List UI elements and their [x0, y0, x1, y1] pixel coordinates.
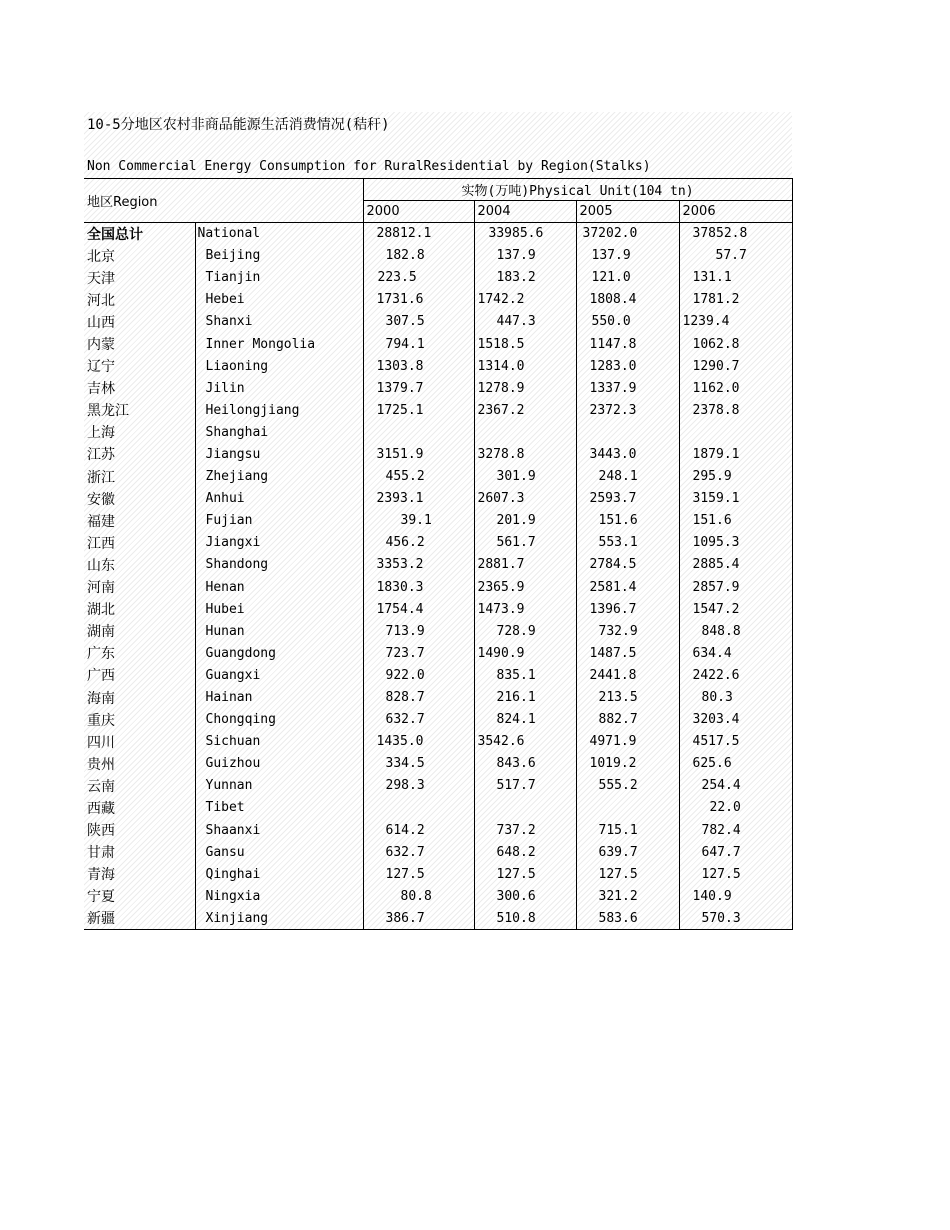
- region-name-english: Shandong: [195, 554, 363, 576]
- value-cell-2000: 828.7: [363, 686, 474, 708]
- region-name-english: Hebei: [195, 289, 363, 311]
- value-cell-2000: 39.1: [363, 510, 474, 532]
- value-cell-2000: 456.2: [363, 532, 474, 554]
- region-name-chinese: 西藏: [87, 800, 115, 817]
- value-cell-2006: 2857.9: [679, 576, 792, 598]
- value-cell-2004: 216.1: [474, 686, 576, 708]
- region-name-english: Ningxia: [195, 885, 363, 907]
- value-cell-2000: 223.5: [363, 267, 474, 289]
- value-cell-2005: 2784.5: [576, 554, 679, 576]
- value-cell-2000: [363, 421, 474, 443]
- value-cell-2004: 2607.3: [474, 488, 576, 510]
- value-cell-2005: 3443.0: [576, 443, 679, 465]
- value-cell-2005: [576, 421, 679, 443]
- value-cell-2000: 1731.6: [363, 289, 474, 311]
- value-cell-2005: 1396.7: [576, 598, 679, 620]
- region-name-english: Hubei: [195, 598, 363, 620]
- value-cell-2000: 3353.2: [363, 554, 474, 576]
- value-cell-2006: 1290.7: [679, 355, 792, 377]
- region-name-chinese: 江西: [87, 535, 115, 552]
- value-cell-2000: 1830.3: [363, 576, 474, 598]
- value-cell-2000: 1379.7: [363, 377, 474, 399]
- table-row: [84, 554, 792, 576]
- table-title-english: Non Commercial Energy Consumption for RuralResidential by Region(Stalks): [87, 159, 651, 174]
- value-cell-2004: 728.9: [474, 620, 576, 642]
- region-name-english: Henan: [195, 576, 363, 598]
- value-cell-2000: 1725.1: [363, 399, 474, 421]
- value-cell-2006: 3203.4: [679, 709, 792, 731]
- value-cell-2000: 80.8: [363, 885, 474, 907]
- table-row: [84, 620, 792, 642]
- value-cell-2000: 127.5: [363, 863, 474, 885]
- region-name-chinese: 重庆: [87, 712, 115, 729]
- value-cell-2005: 321.2: [576, 885, 679, 907]
- value-cell-2000: 386.7: [363, 907, 474, 929]
- value-cell-2000: 307.5: [363, 311, 474, 333]
- table-row: [84, 510, 792, 532]
- table-row: [84, 819, 792, 841]
- region-name-chinese: 青海: [87, 867, 115, 884]
- value-cell-2004: 2365.9: [474, 576, 576, 598]
- region-name-english: Shaanxi: [195, 819, 363, 841]
- region-name-chinese: 新疆: [84, 907, 195, 929]
- region-name-english: Guangdong: [195, 642, 363, 664]
- value-cell-2006: 4517.5: [679, 731, 792, 753]
- value-cell-2005: 639.7: [576, 841, 679, 863]
- value-cell-2006: 127.5: [679, 863, 792, 885]
- value-cell-2005: 1487.5: [576, 642, 679, 664]
- year-header-2005: 2005: [576, 201, 679, 223]
- value-cell-2005: 715.1: [576, 819, 679, 841]
- value-cell-2004: 561.7: [474, 532, 576, 554]
- table-row: [84, 775, 792, 797]
- value-cell-2005: 1283.0: [576, 355, 679, 377]
- table-row: [84, 797, 792, 819]
- region-name-english: Qinghai: [195, 863, 363, 885]
- value-cell-2000: [363, 797, 474, 819]
- region-name-chinese: 江苏: [87, 447, 115, 464]
- region-name-chinese: 陕西: [87, 823, 115, 840]
- year-header-2006: 2006: [679, 201, 792, 223]
- region-name-english: Gansu: [195, 841, 363, 863]
- table-row: [84, 642, 792, 664]
- table-row: [84, 576, 792, 598]
- table-row: [84, 709, 792, 731]
- value-cell-2004: 1473.9: [474, 598, 576, 620]
- energy-consumption-table: [84, 178, 793, 930]
- region-name-chinese: 上海: [87, 425, 115, 442]
- value-cell-2004: 1490.9: [474, 642, 576, 664]
- value-cell-2006: 254.4: [679, 775, 792, 797]
- value-cell-2005: 127.5: [576, 863, 679, 885]
- value-cell-2006: 782.4: [679, 819, 792, 841]
- value-cell-2004: 843.6: [474, 753, 576, 775]
- table-row: [84, 267, 792, 289]
- value-cell-2004: 2367.2: [474, 399, 576, 421]
- region-name-english: Shanxi: [195, 311, 363, 333]
- value-cell-2004: [474, 797, 576, 819]
- value-cell-2004: 1742.2: [474, 289, 576, 311]
- value-cell-2005: 1147.8: [576, 333, 679, 355]
- value-cell-2000: 1303.8: [363, 355, 474, 377]
- value-cell-2004: 1314.0: [474, 355, 576, 377]
- region-name-english: National: [195, 223, 363, 245]
- value-cell-2005: 121.0: [576, 267, 679, 289]
- region-name-english: Guizhou: [195, 753, 363, 775]
- table-row: [84, 223, 792, 245]
- region-name-chinese: 广西: [87, 668, 115, 685]
- value-cell-2006: 140.9: [679, 885, 792, 907]
- table-row: [84, 333, 792, 355]
- region-name-english: Zhejiang: [195, 466, 363, 488]
- year-header-2004: 2004: [474, 201, 576, 223]
- value-cell-2006: 570.3: [679, 907, 792, 929]
- table-row: [84, 664, 792, 686]
- region-name-english: Beijing: [195, 245, 363, 267]
- value-cell-2000: 455.2: [363, 466, 474, 488]
- region-name-english: Sichuan: [195, 731, 363, 753]
- region-name-chinese: 海南: [87, 690, 115, 707]
- value-cell-2006: 131.1: [679, 267, 792, 289]
- value-cell-2006: 1239.4: [679, 311, 792, 333]
- value-cell-2004: 1518.5: [474, 333, 576, 355]
- table-row: [84, 466, 792, 488]
- value-cell-2005: 583.6: [576, 907, 679, 929]
- value-cell-2000: 713.9: [363, 620, 474, 642]
- value-cell-2005: 2441.8: [576, 664, 679, 686]
- value-cell-2006: 3159.1: [679, 488, 792, 510]
- region-name-chinese: 黑龙江: [87, 403, 129, 420]
- region-name-chinese: 福建: [87, 513, 115, 530]
- value-cell-2000: 3151.9: [363, 443, 474, 465]
- region-name-chinese: 辽宁: [87, 359, 115, 376]
- value-cell-2005: 550.0: [576, 311, 679, 333]
- value-cell-2006: 1062.8: [679, 333, 792, 355]
- value-cell-2005: 555.2: [576, 775, 679, 797]
- region-name-chinese: 河南: [87, 580, 115, 597]
- value-cell-2004: 3278.8: [474, 443, 576, 465]
- value-cell-2006: 57.7: [679, 245, 792, 267]
- value-cell-2006: 37852.8: [679, 223, 792, 245]
- region-column-header: 地区Region: [84, 179, 363, 223]
- table-row: [84, 885, 792, 907]
- value-cell-2000: 1754.4: [363, 598, 474, 620]
- region-name-chinese: 贵州: [87, 756, 115, 773]
- region-name-english: Tibet: [195, 797, 363, 819]
- value-cell-2006: 22.0: [679, 797, 792, 819]
- value-cell-2006: 634.4: [679, 642, 792, 664]
- value-cell-2004: 183.2: [474, 267, 576, 289]
- value-cell-2004: 301.9: [474, 466, 576, 488]
- value-cell-2006: 1095.3: [679, 532, 792, 554]
- value-cell-2006: 647.7: [679, 841, 792, 863]
- value-cell-2006: 1879.1: [679, 443, 792, 465]
- value-cell-2000: 2393.1: [363, 488, 474, 510]
- region-name-chinese: 山西: [87, 314, 115, 331]
- region-name-english: Yunnan: [195, 775, 363, 797]
- value-cell-2004: 2881.7: [474, 554, 576, 576]
- region-name-english: Anhui: [195, 488, 363, 510]
- table-row: [84, 863, 792, 885]
- region-name-english: Hunan: [195, 620, 363, 642]
- value-cell-2006: 80.3: [679, 686, 792, 708]
- table-row: [84, 907, 792, 929]
- value-cell-2005: 248.1: [576, 466, 679, 488]
- value-cell-2004: 648.2: [474, 841, 576, 863]
- value-cell-2004: 447.3: [474, 311, 576, 333]
- table-title-chinese: 10-5分地区农村非商品能源生活消费情况(秸秆): [87, 117, 390, 133]
- value-cell-2005: 213.5: [576, 686, 679, 708]
- value-cell-2005: 882.7: [576, 709, 679, 731]
- region-name-chinese: 湖南: [87, 624, 115, 641]
- region-name-english: Jiangsu: [195, 443, 363, 465]
- value-cell-2000: 922.0: [363, 664, 474, 686]
- value-cell-2006: 295.9: [679, 466, 792, 488]
- value-cell-2004: 517.7: [474, 775, 576, 797]
- region-name-chinese: 北京: [87, 248, 115, 265]
- table-row: [84, 399, 792, 421]
- table-row: [84, 421, 792, 443]
- physical-unit-group-header: 实物(万吨)Physical Unit(104 tn): [363, 179, 792, 201]
- region-name-chinese: 安徽: [87, 491, 115, 508]
- value-cell-2004: 33985.6: [474, 223, 576, 245]
- value-cell-2005: 1808.4: [576, 289, 679, 311]
- year-header-2000: 2000: [363, 201, 474, 223]
- region-name-chinese: 天津: [87, 270, 115, 287]
- value-cell-2000: 794.1: [363, 333, 474, 355]
- region-name-chinese: 吉林: [87, 381, 115, 398]
- value-cell-2005: 37202.0: [576, 223, 679, 245]
- table-body: [84, 223, 792, 930]
- value-cell-2004: 737.2: [474, 819, 576, 841]
- value-cell-2000: 28812.1: [363, 223, 474, 245]
- value-cell-2000: 632.7: [363, 709, 474, 731]
- value-cell-2006: 151.6: [679, 510, 792, 532]
- region-name-chinese: 湖北: [87, 602, 115, 619]
- region-name-chinese: 甘肃: [87, 845, 115, 862]
- value-cell-2004: 835.1: [474, 664, 576, 686]
- region-name-chinese: 四川: [87, 734, 115, 751]
- region-name-english: Fujian: [195, 510, 363, 532]
- region-name-english: Tianjin: [195, 267, 363, 289]
- value-cell-2004: [474, 421, 576, 443]
- table-row: [84, 245, 792, 267]
- value-cell-2005: 553.1: [576, 532, 679, 554]
- value-cell-2000: 723.7: [363, 642, 474, 664]
- value-cell-2004: 201.9: [474, 510, 576, 532]
- value-cell-2006: 848.8: [679, 620, 792, 642]
- value-cell-2005: 2581.4: [576, 576, 679, 598]
- value-cell-2005: [576, 797, 679, 819]
- region-name-chinese: 内蒙: [87, 337, 115, 354]
- region-name-chinese: 全国总计: [87, 226, 143, 243]
- value-cell-2006: 2378.8: [679, 399, 792, 421]
- region-name-english: Hainan: [195, 686, 363, 708]
- value-cell-2000: 1435.0: [363, 731, 474, 753]
- value-cell-2006: 1162.0: [679, 377, 792, 399]
- value-cell-2006: 2422.6: [679, 664, 792, 686]
- region-name-chinese: 广东: [87, 646, 115, 663]
- region-name-english: Inner Mongolia: [195, 333, 363, 355]
- value-cell-2000: 614.2: [363, 819, 474, 841]
- table-row: [84, 488, 792, 510]
- region-name-english: Liaoning: [195, 355, 363, 377]
- value-cell-2006: 1547.2: [679, 598, 792, 620]
- value-cell-2000: 334.5: [363, 753, 474, 775]
- value-cell-2005: 4971.9: [576, 731, 679, 753]
- table-row: [84, 532, 792, 554]
- region-name-english: Xinjiang: [195, 907, 363, 929]
- region-name-chinese: 云南: [87, 778, 115, 795]
- table-row: [84, 377, 792, 399]
- value-cell-2000: 182.8: [363, 245, 474, 267]
- table-row: [84, 686, 792, 708]
- table-row: [84, 598, 792, 620]
- value-cell-2004: 137.9: [474, 245, 576, 267]
- table-row: [84, 753, 792, 775]
- region-name-english: Shanghai: [195, 421, 363, 443]
- region-name-chinese: 宁夏: [87, 889, 115, 906]
- region-name-english: Guangxi: [195, 664, 363, 686]
- value-cell-2004: 300.6: [474, 885, 576, 907]
- region-name-chinese: 河北: [87, 292, 115, 309]
- value-cell-2004: 1278.9: [474, 377, 576, 399]
- value-cell-2005: 151.6: [576, 510, 679, 532]
- value-cell-2006: 625.6: [679, 753, 792, 775]
- value-cell-2004: 510.8: [474, 907, 576, 929]
- value-cell-2005: 2593.7: [576, 488, 679, 510]
- value-cell-2005: 1337.9: [576, 377, 679, 399]
- value-cell-2000: 632.7: [363, 841, 474, 863]
- table-row: [84, 841, 792, 863]
- value-cell-2000: 298.3: [363, 775, 474, 797]
- region-name-english: Heilongjiang: [195, 399, 363, 421]
- value-cell-2004: 127.5: [474, 863, 576, 885]
- region-name-english: Chongqing: [195, 709, 363, 731]
- value-cell-2006: 1781.2: [679, 289, 792, 311]
- value-cell-2005: 1019.2: [576, 753, 679, 775]
- table-row: [84, 443, 792, 465]
- value-cell-2005: 732.9: [576, 620, 679, 642]
- value-cell-2004: 824.1: [474, 709, 576, 731]
- value-cell-2006: 2885.4: [679, 554, 792, 576]
- table-row: [84, 355, 792, 377]
- region-name-chinese: 山东: [87, 557, 115, 574]
- region-name-english: Jiangxi: [195, 532, 363, 554]
- region-name-chinese: 浙江: [87, 469, 115, 486]
- table-row: [84, 289, 792, 311]
- region-name-english: Jilin: [195, 377, 363, 399]
- value-cell-2005: 137.9: [576, 245, 679, 267]
- value-cell-2004: 3542.6: [474, 731, 576, 753]
- value-cell-2006: [679, 421, 792, 443]
- table-row: [84, 731, 792, 753]
- table-row: [84, 311, 792, 333]
- value-cell-2005: 2372.3: [576, 399, 679, 421]
